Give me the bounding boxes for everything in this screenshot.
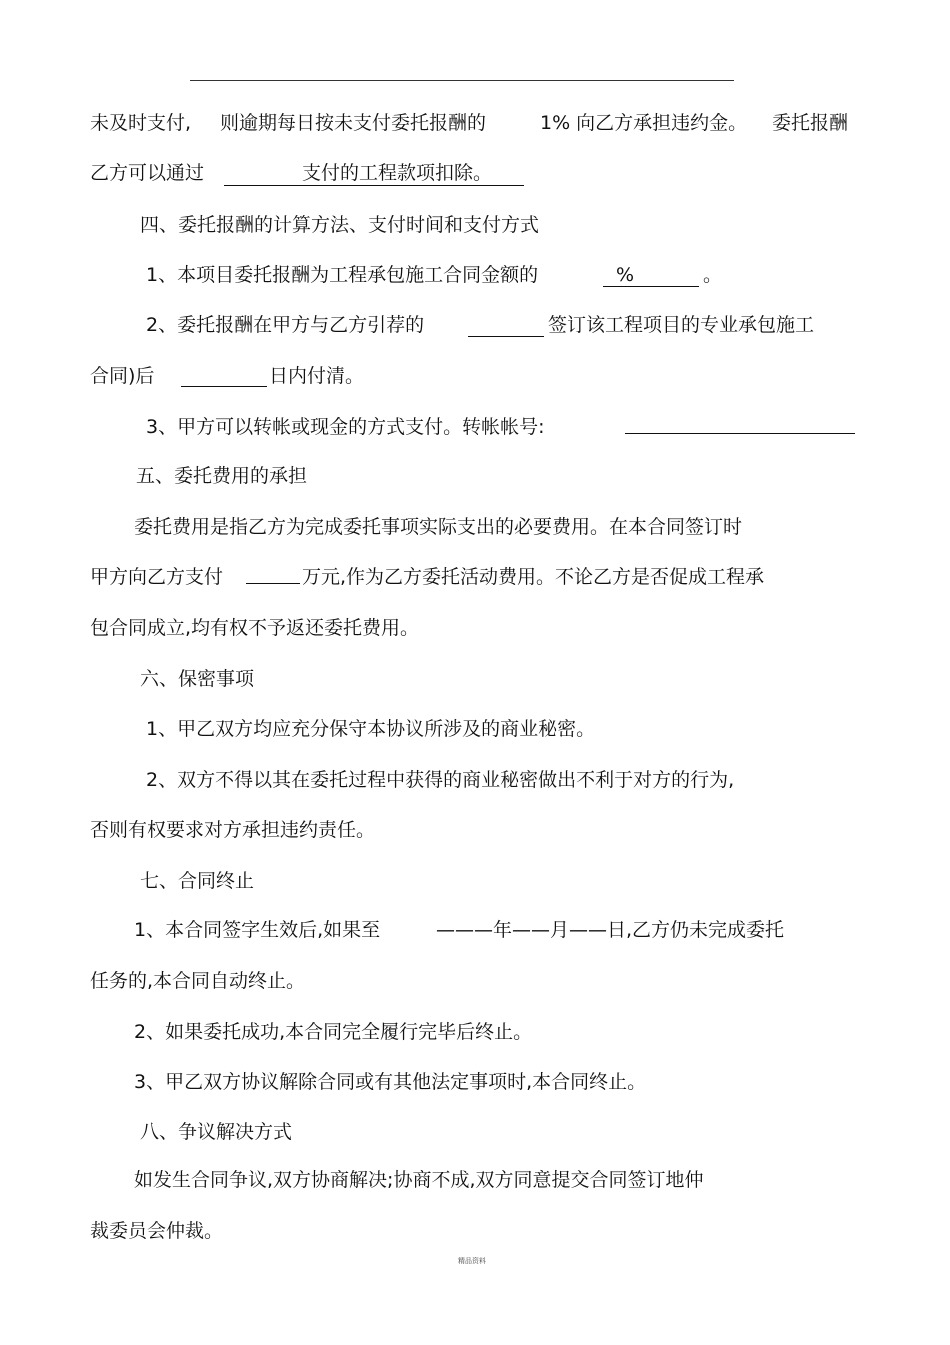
text-line: 。 xyxy=(703,264,723,286)
text-line: 包合同成立,均有权不予返还委托费用。 xyxy=(90,617,420,639)
text-line: 2、如果委托成功,本合同完全履行完毕后终止。 xyxy=(134,1021,533,1043)
text-line: 1、甲乙双方均应充分保守本协议所涉及的商业秘密。 xyxy=(146,718,596,740)
header-rule xyxy=(190,80,734,81)
text-line: 2、委托报酬在甲方与乙方引荐的 xyxy=(146,314,425,336)
section-heading: 五、委托费用的承担 xyxy=(136,465,308,487)
section-heading: 六、保密事项 xyxy=(140,668,255,690)
text-line: 1、本合同签字生效后,如果至 xyxy=(134,919,381,941)
text-line: 签订该工程项目的专业承包施工 xyxy=(548,314,815,336)
text-line: 任务的,本合同自动终止。 xyxy=(90,970,306,992)
text-line: % xyxy=(616,264,635,286)
fill-in-blank xyxy=(625,433,855,434)
text-line: 支付的工程款项扣除。 xyxy=(302,162,493,184)
page-footer: 精品资料 xyxy=(458,1257,486,1265)
text-line: 3、甲乙双方协议解除合同或有其他法定事项时,本合同终止。 xyxy=(134,1071,647,1093)
section-heading: 四、委托报酬的计算方法、支付时间和支付方式 xyxy=(140,214,540,236)
text-line: 则逾期每日按未支付委托报酬的 xyxy=(220,112,487,134)
text-line: 合同)后 xyxy=(90,365,155,387)
fill-in-blank xyxy=(246,583,300,584)
text-line: 万元,作为乙方委托活动费用。不论乙方是否促成工程承 xyxy=(302,566,765,588)
text-line: 未及时支付, xyxy=(90,112,192,134)
text-line: 裁委员会仲裁。 xyxy=(90,1220,224,1242)
text-line: 3、甲方可以转帐或现金的方式支付。转帐帐号: xyxy=(146,416,545,438)
text-line: 乙方可以通过 xyxy=(90,162,205,184)
text-line: 委托费用是指乙方为完成委托事项实际支出的必要费用。在本合同签订时 xyxy=(134,516,743,538)
text-line: 如发生合同争议,双方协商解决;协商不成,双方同意提交合同签订地仲 xyxy=(134,1169,704,1191)
fill-in-blank xyxy=(224,185,524,186)
text-line: ———年——月——日,乙方仍未完成委托 xyxy=(436,919,785,941)
fill-in-blank xyxy=(468,336,544,337)
text-line: 委托报酬 xyxy=(772,112,849,134)
section-heading: 八、争议解决方式 xyxy=(140,1121,293,1143)
text-line: 否则有权要求对方承担违约责任。 xyxy=(90,819,376,841)
fill-in-blank xyxy=(181,386,267,387)
text-line: 甲方向乙方支付 xyxy=(90,566,224,588)
section-heading: 七、合同终止 xyxy=(140,870,255,892)
text-line: 2、双方不得以其在委托过程中获得的商业秘密做出不利于对方的行为, xyxy=(146,769,735,791)
text-line: 日内付清。 xyxy=(269,365,365,387)
fill-in-blank xyxy=(603,286,699,287)
text-line: 1、本项目委托报酬为工程承包施工合同金额的 xyxy=(146,264,539,286)
text-line: 1% 向乙方承担违约金。 xyxy=(540,112,748,134)
